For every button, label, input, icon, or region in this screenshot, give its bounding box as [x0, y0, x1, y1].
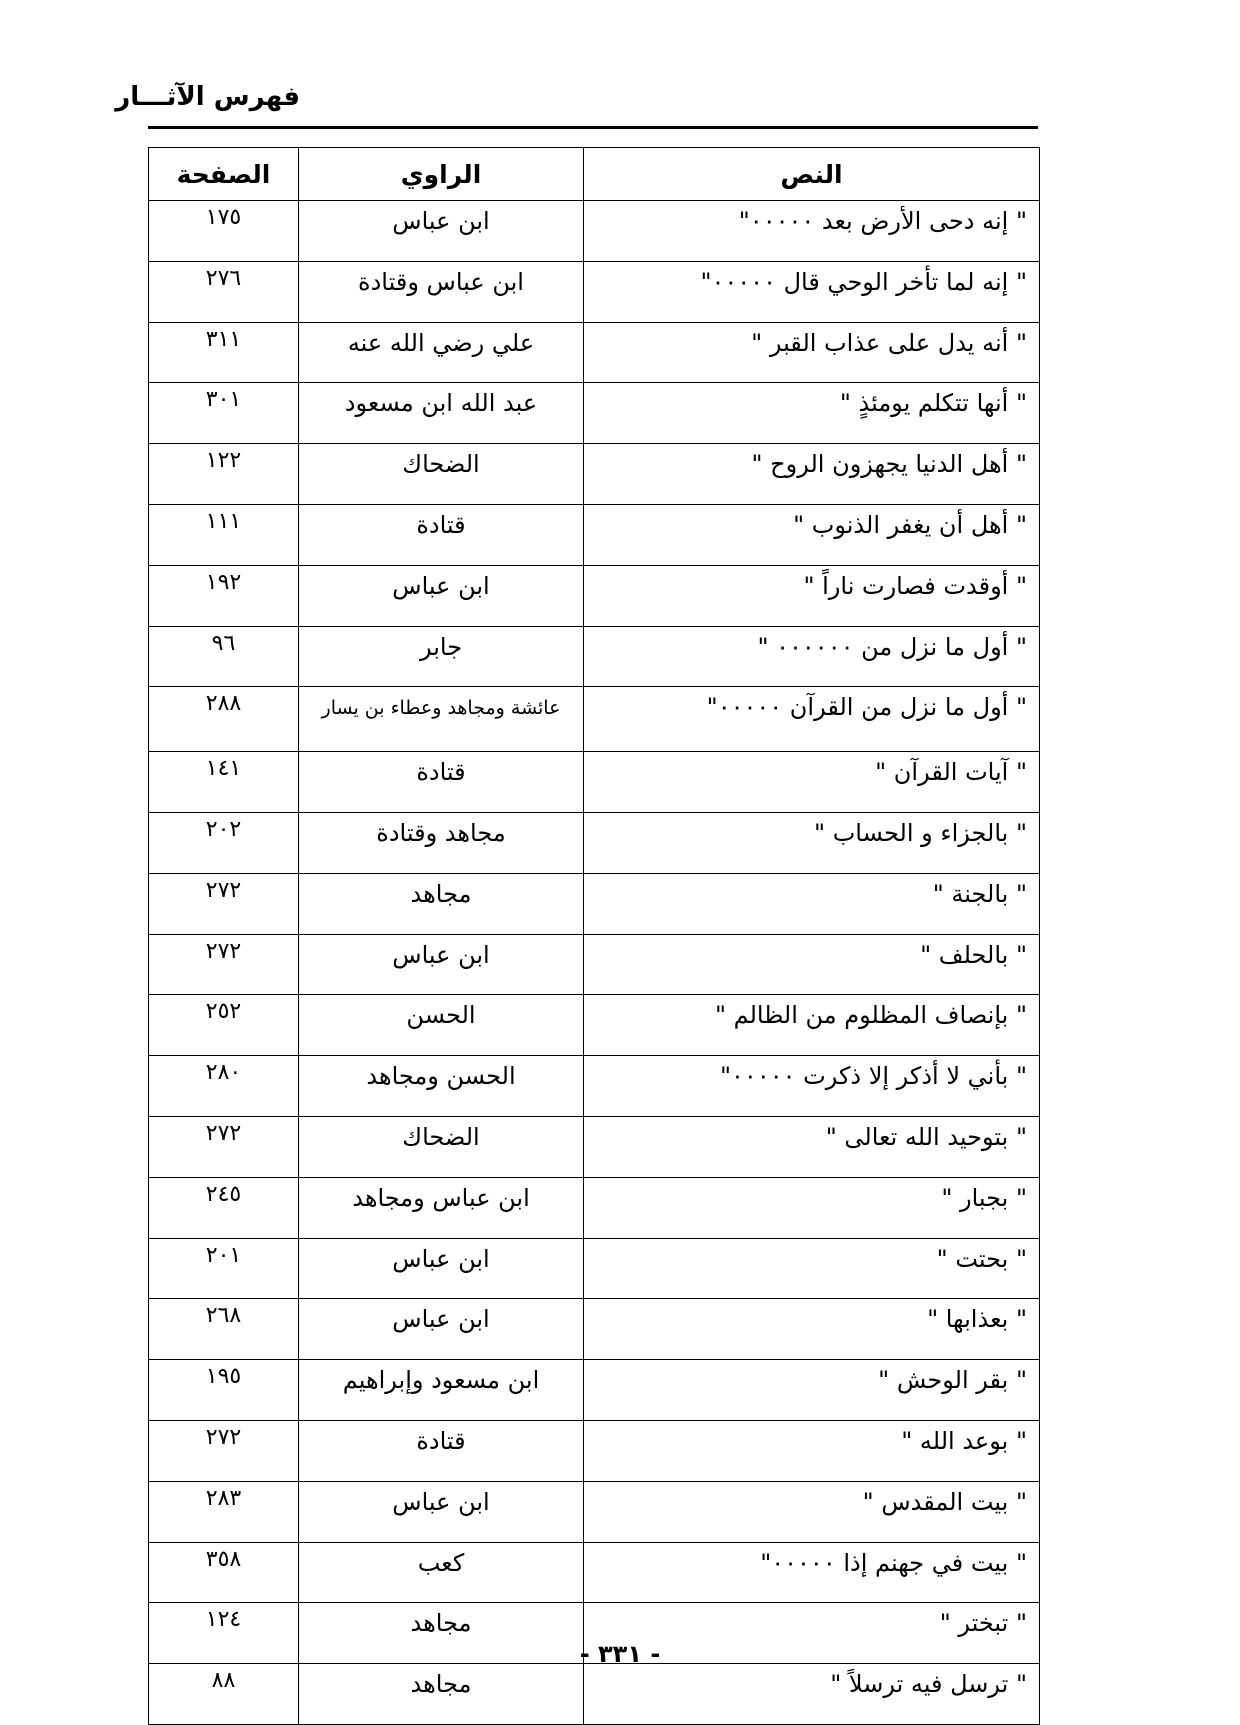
page-ref-cell: ٣١١: [149, 322, 299, 383]
athar-text-cell: " بقر الوحش ": [584, 1360, 1040, 1421]
table-row: [149, 934, 1040, 995]
athar-text-cell: " بالجزاء و الحساب ": [584, 812, 1040, 873]
narrator-cell: عائشة ومجاهد وعطاء بن يسار: [299, 687, 584, 752]
table-row: [149, 322, 1040, 383]
table-row: [149, 1116, 1040, 1177]
table-row: [149, 812, 1040, 873]
narrator-cell: قتادة: [299, 504, 584, 565]
athar-text-cell: " أهل أن يغفر الذنوب ": [584, 504, 1040, 565]
narrator-cell: الحسن: [299, 995, 584, 1056]
column-header-text: النص: [584, 148, 1040, 201]
column-header-narrator: الراوي: [299, 148, 584, 201]
table-row: [149, 752, 1040, 813]
table-row: [149, 1299, 1040, 1360]
narrator-cell: ابن عباس: [299, 1299, 584, 1360]
table-row: [149, 1177, 1040, 1238]
table-row: [149, 261, 1040, 322]
page-ref-cell: ٢٧٢: [149, 873, 299, 934]
narrator-cell: مجاهد: [299, 873, 584, 934]
table-row: [149, 383, 1040, 444]
table-row: [149, 201, 1040, 262]
table-header-row: [149, 148, 1040, 201]
narrator-cell: كعب: [299, 1542, 584, 1603]
table-row: [149, 1238, 1040, 1299]
page-ref-cell: ٢٤٥: [149, 1177, 299, 1238]
athar-text-cell: " أوقدت فصارت ناراً ": [584, 565, 1040, 626]
page-ref-cell: ٢٨٣: [149, 1481, 299, 1542]
table-row: [149, 565, 1040, 626]
athar-text-cell: " بإنصاف المظلوم من الظالم ": [584, 995, 1040, 1056]
page-ref-cell: ٢٥٢: [149, 995, 299, 1056]
athar-text-cell: " بأني لا أذكر إلا ذكرت ٠٠٠٠٠": [584, 1056, 1040, 1117]
narrator-cell: الضحاك: [299, 444, 584, 505]
narrator-cell: ابن عباس: [299, 1238, 584, 1299]
athar-text-cell: " أهل الدنيا يجهزون الروح ": [584, 444, 1040, 505]
athar-text-cell: " بيت في جهنم إذا ٠٠٠٠٠": [584, 1542, 1040, 1603]
page-ref-cell: ١٢٢: [149, 444, 299, 505]
table-row: [149, 1542, 1040, 1603]
narrator-cell: ابن عباس ومجاهد: [299, 1177, 584, 1238]
table-row: [149, 626, 1040, 687]
narrator-cell: قتادة: [299, 752, 584, 813]
athar-text-cell: " بوعد الله ": [584, 1420, 1040, 1481]
athar-text-cell: " أنها تتكلم يومئذٍ ": [584, 383, 1040, 444]
athar-text-cell: " بيت المقدس ": [584, 1481, 1040, 1542]
athar-text-cell: " تبختر ": [584, 1603, 1040, 1664]
page-ref-cell: ١٩٥: [149, 1360, 299, 1421]
table-row: [149, 873, 1040, 934]
narrator-cell: ابن عباس: [299, 565, 584, 626]
table-row: [149, 1056, 1040, 1117]
table-row: [149, 1664, 1040, 1725]
athar-index-table: [148, 147, 1040, 1725]
athar-text-cell: " إنه لما تأخر الوحي قال ٠٠٠٠٠": [584, 261, 1040, 322]
header-divider: [148, 126, 1038, 129]
narrator-cell: جابر: [299, 626, 584, 687]
page-ref-cell: ١٧٥: [149, 201, 299, 262]
narrator-cell: مجاهد: [299, 1664, 584, 1725]
athar-text-cell: " آيات القرآن ": [584, 752, 1040, 813]
page-ref-cell: ١٩٢: [149, 565, 299, 626]
narrator-cell: عبد الله ابن مسعود: [299, 383, 584, 444]
page-ref-cell: ٢٠٢: [149, 812, 299, 873]
page-ref-cell: ٢٠١: [149, 1238, 299, 1299]
page-ref-cell: ٣٥٨: [149, 1542, 299, 1603]
page-ref-cell: ٢٧٢: [149, 934, 299, 995]
narrator-cell: ابن عباس: [299, 1481, 584, 1542]
page-ref-cell: ٢٧٦: [149, 261, 299, 322]
athar-text-cell: " ترسل فيه ترسلاً ": [584, 1664, 1040, 1725]
index-title: فهرس الآثـــار: [115, 82, 300, 112]
table-row: [149, 995, 1040, 1056]
athar-text-cell: " بالحلف ": [584, 934, 1040, 995]
narrator-cell: ابن عباس وقتادة: [299, 261, 584, 322]
athar-text-cell: " بتوحيد الله تعالى ": [584, 1116, 1040, 1177]
page-ref-cell: ١٤١: [149, 752, 299, 813]
table-row: [149, 504, 1040, 565]
table-row: [149, 687, 1040, 752]
athar-text-cell: " أنه يدل على عذاب القبر ": [584, 322, 1040, 383]
table-row: [149, 1420, 1040, 1481]
page-ref-cell: ٩٦: [149, 626, 299, 687]
narrator-cell: مجاهد وقتادة: [299, 812, 584, 873]
table-row: [149, 1481, 1040, 1542]
narrator-cell: علي رضي الله عنه: [299, 322, 584, 383]
page-number: - ٣٣١ -: [579, 1640, 661, 1668]
narrator-cell: ابن مسعود وإبراهيم: [299, 1360, 584, 1421]
athar-text-cell: " بعذابها ": [584, 1299, 1040, 1360]
narrator-cell: مجاهد: [299, 1603, 584, 1664]
narrator-cell: قتادة: [299, 1420, 584, 1481]
narrator-cell: الحسن ومجاهد: [299, 1056, 584, 1117]
page-ref-cell: ٨٨: [149, 1664, 299, 1725]
page-ref-cell: ٢٧٢: [149, 1116, 299, 1177]
athar-text-cell: " بالجنة ": [584, 873, 1040, 934]
athar-text-cell: " أول ما نزل من القرآن ٠٠٠٠٠": [584, 687, 1040, 752]
athar-text-cell: " إنه دحى الأرض بعد ٠٠٠٠٠": [584, 201, 1040, 262]
narrator-cell: ابن عباس: [299, 934, 584, 995]
page-ref-cell: ٢٧٢: [149, 1420, 299, 1481]
page-ref-cell: ٢٦٨: [149, 1299, 299, 1360]
table-row: [149, 444, 1040, 505]
athar-text-cell: " أول ما نزل من ٠٠٠٠٠٠ ": [584, 626, 1040, 687]
page-ref-cell: ٣٠١: [149, 383, 299, 444]
athar-text-cell: " بجبار ": [584, 1177, 1040, 1238]
page-ref-cell: ١١١: [149, 504, 299, 565]
page-ref-cell: ١٢٤: [149, 1603, 299, 1664]
table-row: [149, 1360, 1040, 1421]
page-ref-cell: ٢٨٠: [149, 1056, 299, 1117]
narrator-cell: ابن عباس: [299, 201, 584, 262]
column-header-page: الصفحة: [149, 148, 299, 201]
page-ref-cell: ٢٨٨: [149, 687, 299, 752]
athar-text-cell: " بحتت ": [584, 1238, 1040, 1299]
narrator-cell: الضحاك: [299, 1116, 584, 1177]
